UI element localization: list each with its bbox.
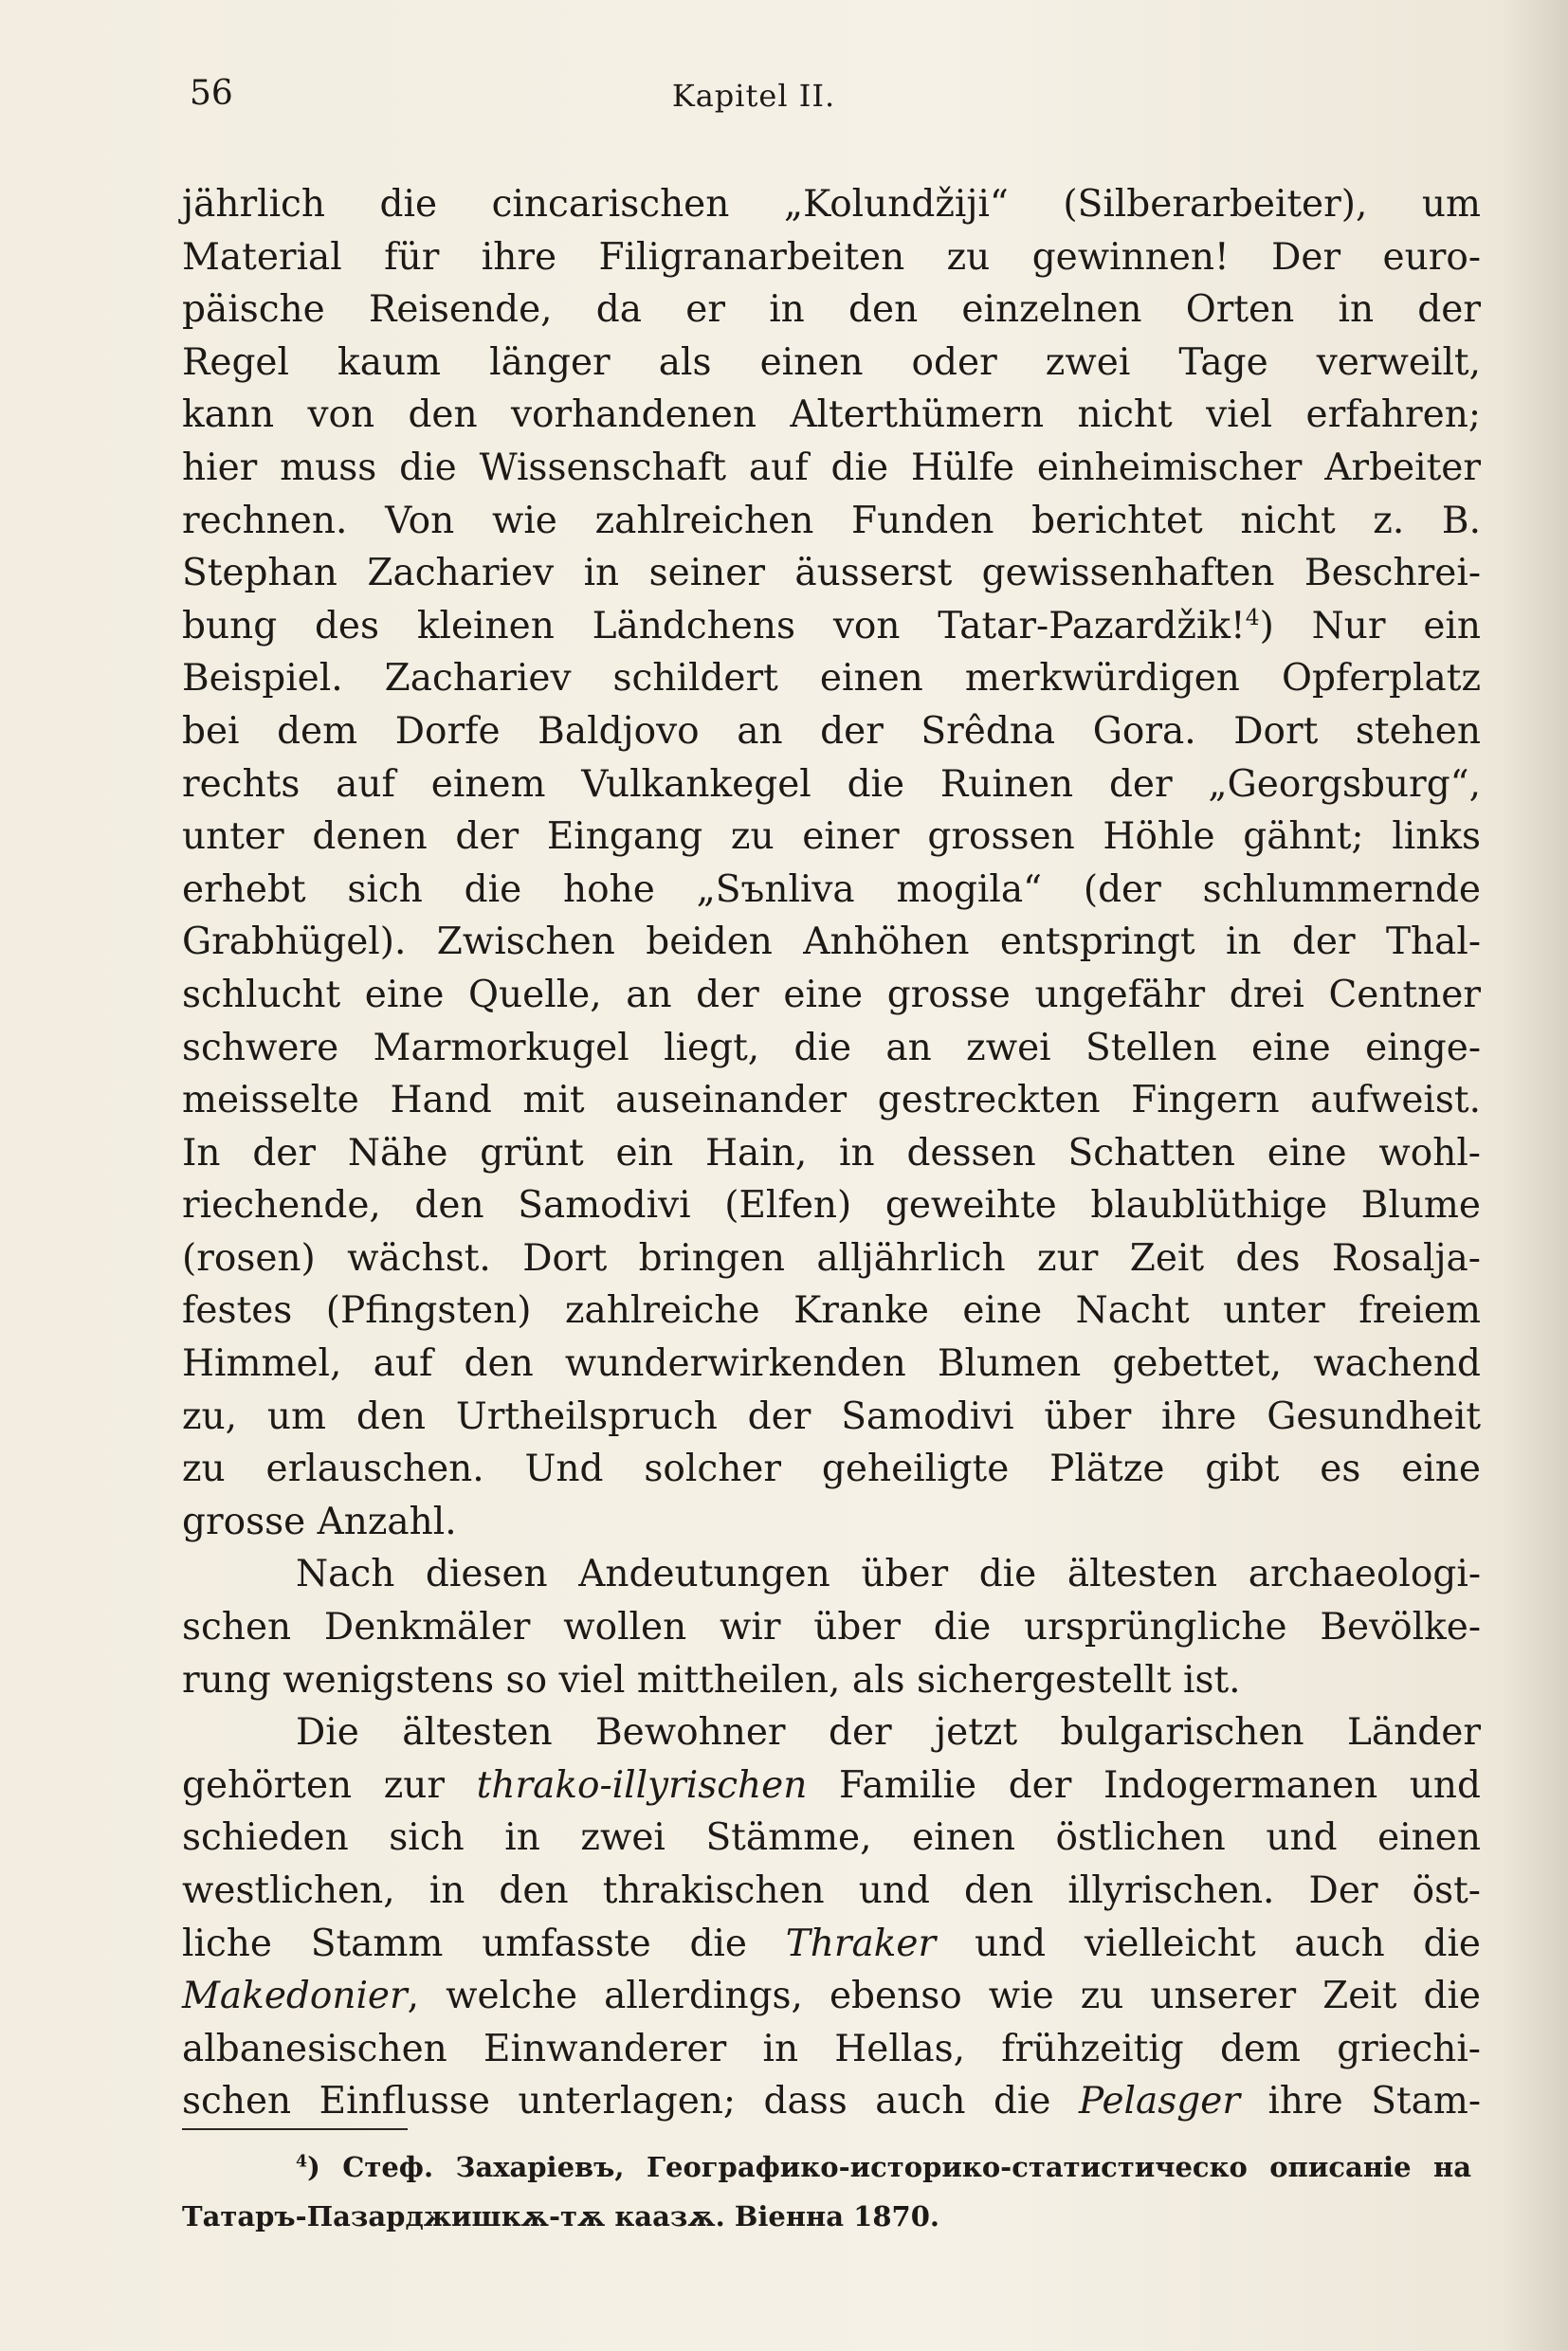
text-line: Die ältesten Bewohner der jetzt bulgarischen Länder <box>296 1711 1481 1755</box>
text-line: kann von den vorhandenen Alterthümern nicht viel erfahren; <box>182 393 1481 437</box>
text-segment: bung des kleinen Ländchens von Tatar-Pazardžik! <box>182 604 1246 647</box>
running-head: Kapitel II. <box>671 78 836 114</box>
italic-term: Thraker <box>785 1922 937 1965</box>
text-segment: ihre Stam- <box>1267 2080 1482 2123</box>
text-line: riechende, den Samodivi (Elfen) geweihte blaublüthige Blume <box>182 1184 1481 1228</box>
italic-term: Makedonier <box>182 1975 408 2018</box>
text-segment: liche Stamm umfasste die <box>182 1922 747 1965</box>
text-segment: , welche allerdings, ebenso wie zu unserer Zeit die <box>407 1975 1481 2018</box>
text-line: päische Reisende, da er in den einzelnen Orten in der <box>182 288 1481 332</box>
italic-term: thrako-illyrischen <box>476 1763 808 1807</box>
text-line: rung wenigstens so viel mittheilen, als sichergestellt ist. <box>182 1658 1241 1702</box>
text-line-with-italic <box>182 1759 1481 1813</box>
text-line: Stephan Zachariev in seiner äusserst gewissenhaften Beschrei- <box>182 552 1481 595</box>
text-line: Material für ihre Filigranarbeiten zu gewinnen! Der euro- <box>182 235 1481 279</box>
text-line-with-italic <box>182 2075 1481 2128</box>
text-line: zu, um den Urtheilspruch der Samodivi über ihre Gesundheit <box>182 1394 1481 1438</box>
text-line: meisselte Hand mit auseinander gestreckten Fingern aufweist. <box>182 1079 1481 1122</box>
footnote-text: ) Стеф. Захаріевъ, Географико-историко-статистическо описаніе на <box>307 2151 1471 2183</box>
text-line-with-italic <box>182 1918 1481 1971</box>
text-line-with-italic <box>182 1970 1481 2023</box>
text-line: schlucht eine Quelle, an der eine grosse ungefähr drei Centner <box>182 973 1481 1016</box>
text-line: rechts auf einem Vulkankegel die Ruinen der „Georgsburg“, <box>182 762 1481 806</box>
text-line: schieden sich in zwei Stämme, einen östlichen und einen <box>182 1816 1481 1860</box>
text-line: jährlich die cincarischen „Kolundžiji“ (Silberarbeiter), um <box>182 183 1481 226</box>
text-line: westlichen, in den thrakischen und den illyrischen. Der öst- <box>182 1869 1481 1912</box>
footnote-reference: 4 <box>1245 603 1260 630</box>
text-line: albanesischen Einwanderer in Hellas, frühzeitig dem griechi- <box>182 2027 1481 2070</box>
footnote <box>182 2142 1471 2241</box>
body-text <box>182 178 1481 2128</box>
text-line: rechnen. Von wie zahlreichen Funden berichtet nicht z. B. <box>182 499 1481 542</box>
text-line: schen Denkmäler wollen wir über die ursprüngliche Bevölke- <box>182 1606 1481 1649</box>
text-segment: Familie der Indogermanen und <box>838 1763 1481 1807</box>
text-line: festes (Pfingsten) zahlreiche Kranke eine Nacht unter freiem <box>182 1289 1481 1333</box>
footnote-divider <box>182 2128 408 2130</box>
text-line: schwere Marmorkugel liegt, die an zwei Stellen eine einge- <box>182 1026 1481 1069</box>
text-line: (rosen) wächst. Dort bringen alljährlich zur Zeit des Rosalja- <box>182 1236 1481 1280</box>
text-line: Regel kaum länger als einen oder zwei Tage verweilt, <box>182 340 1481 384</box>
page-number: 56 <box>190 74 233 113</box>
text-line: zu erlauschen. Und solcher geheiligte Plätze gibt es eine <box>182 1448 1481 1491</box>
page-header <box>190 74 1479 131</box>
text-segment: gehörten zur <box>182 1763 446 1807</box>
italic-term: Pelasger <box>1078 2080 1240 2123</box>
text-segment: ) Nur ein <box>1259 604 1481 647</box>
text-segment: schen Einflusse unterlagen; dass auch die <box>182 2080 1051 2123</box>
footnote-line: Татаръ-Пазарджишкѫ-тѫ каазѫ. Віенна 1870. <box>182 2200 939 2233</box>
text-line: erhebt sich die hohe „Sъnliva mogila“ (der schlummernde <box>182 867 1481 911</box>
text-line-with-footnote-ref <box>182 600 1481 653</box>
text-line: hier muss die Wissenschaft auf die Hülfe einheimischer Arbeiter <box>182 446 1481 489</box>
text-segment: und vielleicht auch die <box>974 1922 1482 1965</box>
text-line: Beispiel. Zachariev schildert einen merkwürdigen Opferplatz <box>182 657 1481 701</box>
text-line: Grabhügel). Zwischen beiden Anhöhen entspringt in der Thal- <box>182 920 1481 964</box>
page-edge-shadow <box>1502 0 1568 2351</box>
text-line: Nach diesen Andeutungen über die ältesten archaeologi- <box>296 1553 1481 1596</box>
footnote-marker: 4 <box>296 2152 308 2172</box>
text-line: Himmel, auf den wunderwirkenden Blumen gebettet, wachend <box>182 1342 1481 1386</box>
text-line: grosse Anzahl. <box>182 1500 457 1543</box>
text-line: bei dem Dorfe Baldjovo an der Srêdna Gora. Dort stehen <box>182 709 1481 753</box>
text-line: In der Nähe grünt ein Hain, in dessen Schatten eine wohl- <box>182 1131 1481 1175</box>
footnote-line <box>182 2142 1471 2192</box>
text-line: unter denen der Eingang zu einer grossen Höhle gähnt; links <box>182 815 1481 859</box>
